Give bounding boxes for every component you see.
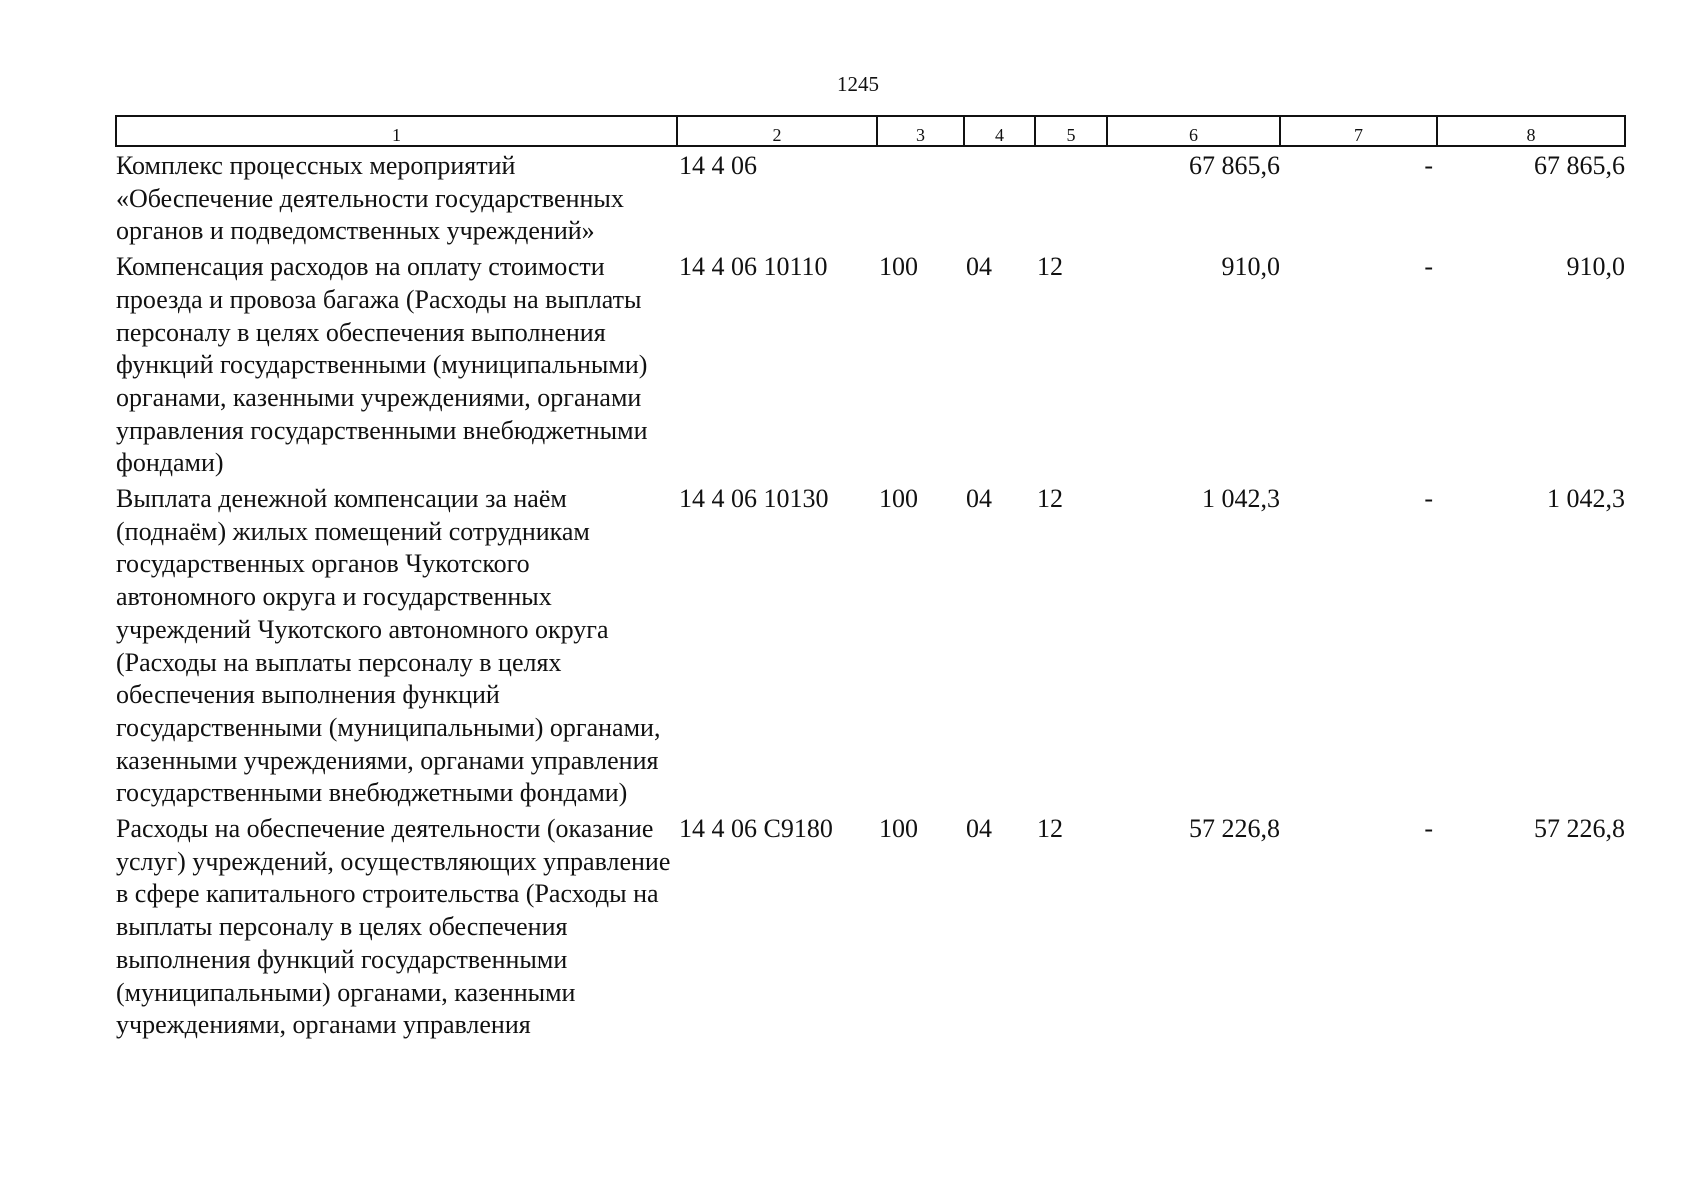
row-subsection: 12 xyxy=(1037,252,1063,282)
row-total: 1 042,3 xyxy=(1547,484,1625,514)
table-header-row xyxy=(116,116,1625,146)
column-header-7: 7 xyxy=(1280,116,1437,146)
row-expense-type: 100 xyxy=(879,814,918,844)
column-header-3: 3 xyxy=(877,116,964,146)
row-target-code: 14 4 06 С9180 xyxy=(679,814,833,844)
row-sum: 57 226,8 xyxy=(1189,814,1280,844)
row-name: Компенсация расходов на оплату стоимости проезда и провоза багажа (Расходы на выплаты персоналу в целях обеспечения выполнения функций государственными (муниципальными) органами, казенными учреждениями, органами управления государственными внебюджетными фондами) xyxy=(116,252,648,478)
row-sum: 910,0 xyxy=(1221,252,1280,282)
row-change: - xyxy=(1424,151,1433,180)
table-row xyxy=(116,810,1625,1042)
row-name: Комплекс процессных мероприятий «Обеспечение деятельности государственных органов и подведомственных учреждений» xyxy=(116,151,624,246)
row-sum: 67 865,6 xyxy=(1189,151,1280,180)
row-subsection xyxy=(1035,146,1107,248)
row-total: 67 865,6 xyxy=(1534,151,1625,180)
column-header-5: 5 xyxy=(1035,116,1107,146)
row-expense-type: 100 xyxy=(879,252,918,282)
row-change: - xyxy=(1424,814,1433,844)
table-row xyxy=(116,146,1625,248)
row-subsection: 12 xyxy=(1037,484,1063,514)
row-section: 04 xyxy=(966,814,992,844)
row-change: - xyxy=(1424,252,1433,282)
row-target-code: 14 4 06 xyxy=(679,151,757,180)
column-header-8: 8 xyxy=(1437,116,1625,146)
column-header-6: 6 xyxy=(1107,116,1280,146)
budget-table xyxy=(115,115,1626,1042)
row-section: 04 xyxy=(966,484,992,514)
row-change: - xyxy=(1424,484,1433,514)
row-total: 910,0 xyxy=(1566,252,1625,282)
row-expense-type xyxy=(877,146,964,248)
column-header-2: 2 xyxy=(677,116,877,146)
row-total: 57 226,8 xyxy=(1534,814,1625,844)
column-header-1: 1 xyxy=(116,116,677,146)
row-name: Расходы на обеспечение деятельности (оказание услуг) учреждений, осуществляющих управление в сфере капитального строительства (Расходы на выплаты персоналу в целях обеспечения выполнения функций государственными (муниципальными) органами, казенными учреждениями, органами управления xyxy=(116,814,671,1040)
row-section xyxy=(964,146,1035,248)
row-target-code: 14 4 06 10130 xyxy=(679,484,829,514)
table-row xyxy=(116,248,1625,480)
row-expense-type: 100 xyxy=(879,484,918,514)
row-section: 04 xyxy=(966,252,992,282)
row-subsection: 12 xyxy=(1037,814,1063,844)
row-name: Выплата денежной компенсации за наём (поднаём) жилых помещений сотрудникам государственных органов Чукотского автономного округа и государственных учреждений Чукотского автономного округа (Расходы на выплаты персоналу в целях обеспечения выполнения функций государственными (муниципальными) органами, казенными учреждениями, органами управления государственными внебюджетными фондами) xyxy=(116,484,661,808)
page-number: 1245 xyxy=(837,72,879,96)
row-sum: 1 042,3 xyxy=(1202,484,1280,514)
column-header-4: 4 xyxy=(964,116,1035,146)
row-target-code: 14 4 06 10110 xyxy=(679,252,828,282)
table-row xyxy=(116,480,1625,810)
